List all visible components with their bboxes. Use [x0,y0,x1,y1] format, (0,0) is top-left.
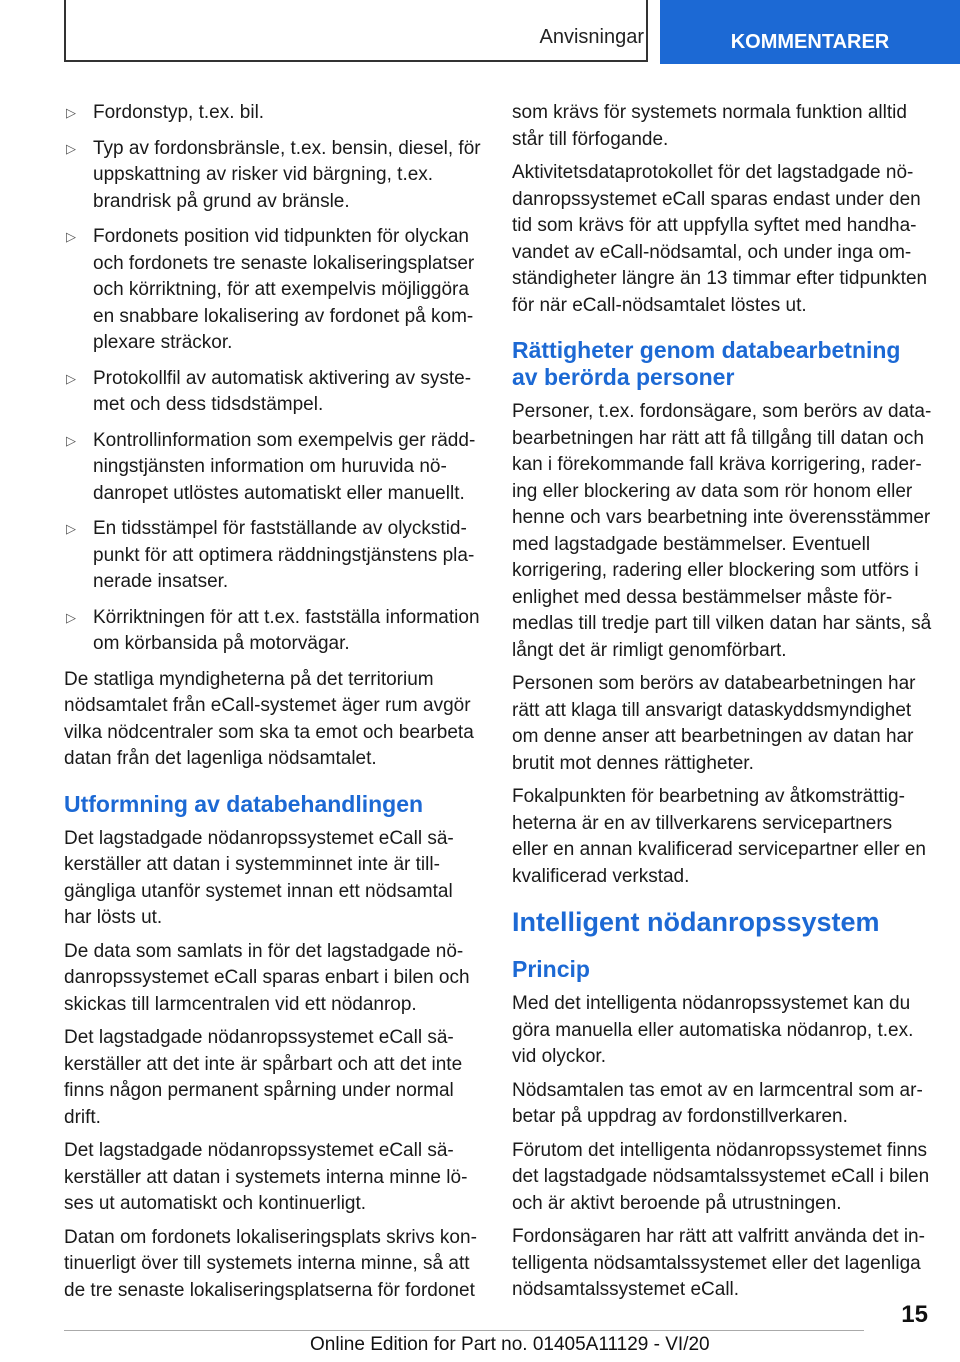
list-item: ▷ Protokollfil av automatisk aktivering av systemet och dess tidsdstämpel. [66,367,472,415]
paragraph: Fokalpunkten för bearbetning av åtkomsträttigheterna är en av tillverkarens servicepartners eller en annan kvalificerad servicepartner eller en kvalificerad verkstad. [512,786,927,887]
chapter-heading: Intelligent nödanropssystem [512,907,880,937]
paragraph: Personer, t.ex. fordonsägare, som berörs av databearbetningen har rätt att få tillgång till datan och kan i förekommande fall kräva korrigering, radering eller blockering av data som rör honom eller henne och vars bearbetning inte överensstämmer med lagstadgade bestämmelser. Eventuell korrigering, radering eller blockering som utförs i enlighet med dessa bestämmelser måste förmedlas till tredje part till vilken datan har sänts, så långt det är rimligt genomförbart. [512,401,932,661]
tab-comments[interactable]: KOMMENTARER [660,0,960,64]
triangle-bullet-icon: ▷ [66,140,76,156]
page-header [64,0,960,64]
paragraph: De data som samlats in för det lagstadgade nödanropssystemet eCall sparas enbart i bilen och skickas till larmcentralen vid ett nödanrop. [64,940,470,1015]
paragraph: Aktivitetsdataprotokollet för det lagstadgade nödanropssystemet eCall sparas endast under den tid som krävs för att uppfylla syftet med handhavandet av eCall-nödsamtal, och under inga omständigheter längre än 13 timmar efter tidpunkten för när eCall-nödsamtalet löstes ut. [512,162,928,316]
left-column [64,100,484,1311]
list-item: ▷ Fordonstyp, t.ex. bil. [64,100,484,127]
list-item: ▷ Typ av fordonsbränsle, t.ex. bensin, diesel, för uppskattning av risker vid bärgning, t.ex. brandrisk på grund av bränsle. [66,137,481,212]
list-item: ▷ Kontrollinformation som exempelvis ger räddningstjänsten information om huruvida nödanropet utlöstes automatiskt eller manuellt. [66,429,476,504]
footer-divider [64,1330,864,1331]
tab-instructions[interactable]: Anvisningar [539,26,644,48]
paragraph: Det lagstadgade nödanropssystemet eCall säkerställer att det inte är spårbart och att det inte finns någon permanent spårning under normal drift. [64,1027,463,1128]
paragraph: Det lagstadgade nödanropssystemet eCall säkerställer att datan i systemminnet inte är tillgängliga utanför systemet innan ett nödsamtal har lösts ut. [64,827,454,928]
paragraph: Det lagstadgade nödanropssystemet eCall säkerställer att datan i systemets interna minne löses ut automatiskt och kontinuerligt. [64,1140,468,1214]
list-item: ▷ Körriktningen för att t.ex. fastställa information om körbansida på motorvägar. [66,606,480,654]
right-column [512,100,932,1311]
paragraph: De statliga myndigheterna på det territorium nödsamtalet från eCall-systemet äger rum avgör vilka nödcentraler som ska ta emot och bearbeta datan från det lagenliga nödsamtalet. [64,668,474,769]
triangle-bullet-icon: ▷ [66,521,76,536]
paragraph: Fordonsägaren har rätt att valfritt använda det intelligenta nödsamtalssystemet eller det lagenliga nödsamtalssystemet eCall. [512,1226,925,1300]
paragraph: som krävs för systemets normala funktion alltid står till förfogande. [512,102,907,150]
section-heading: Princip [512,956,590,982]
list-item: ▷ En tidsstämpel för fastställande av olyckstidpunkt för att optimera räddningstjänstens planerade insatser. [66,518,475,592]
triangle-bullet-icon: ▷ [66,609,76,625]
page-number: 15 [901,1301,928,1328]
triangle-bullet-icon: ▷ [66,229,76,244]
triangle-bullet-icon: ▷ [66,370,76,386]
bullet-list [64,100,484,658]
triangle-bullet-icon: ▷ [66,432,76,448]
paragraph: Personen som berörs av databearbetningen har rätt att klaga till ansvarigt dataskyddsmyndighet om denne anser att bearbetningen av datan har brutit mot dennes rättigheter. [512,673,916,774]
section-heading: Rättigheter genom databearbetning av berörda personer [512,337,901,390]
section-heading: Utformning av databehandlingen [64,790,424,817]
paragraph: Förutom det intelligenta nödanropssystemet finns det lagstadgade nödsamtalssystemet eCall i bilen och är aktivt beroende på utrustningen. [512,1139,930,1214]
triangle-bullet-icon: ▷ [66,105,76,120]
list-item: ▷ Fordonets position vid tidpunkten för olyckan och fordonets tre senaste lokaliseringsplatser och körriktning, för att exempelvis möjliggöra en snabbare lokalisering av fordonet på komplexare sträckor. [66,226,475,353]
paragraph: Med det intelligenta nödanropssystemet kan du göra manuella eller automatiska nödanrop, t.ex. vid olyckor. [512,993,914,1067]
paragraph: Datan om fordonets lokaliseringsplats skrivs kontinuerligt över till systemets interna minne, så att de tre senaste lokaliseringsplatserna för fordonet [64,1226,477,1301]
footer-edition: Online Edition for Part no. 01405A11129 - VI/20 [310,1334,710,1355]
paragraph: Nödsamtalen tas emot av en larmcentral som arbetar på uppdrag av fordonstillverkaren. [512,1079,923,1127]
